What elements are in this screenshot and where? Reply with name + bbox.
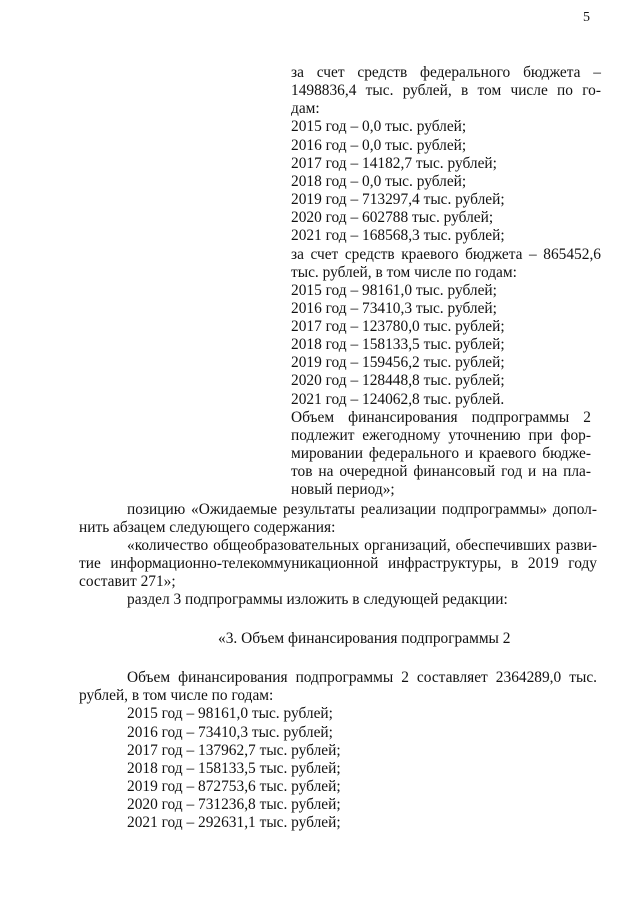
text-line: мировании федерального и краевого бюдже- xyxy=(291,445,591,462)
list-item: 2021 год – 292631,1 тыс. рублей; xyxy=(127,814,341,831)
list-item: 2017 год – 137962,7 тыс. рублей; xyxy=(127,742,341,759)
list-item: 2020 год – 128448,8 тыс. рублей; xyxy=(291,372,505,389)
text-line: за счет средств краевого бюджета – 865452,6 xyxy=(291,246,601,263)
list-item: 2020 год – 731236,8 тыс. рублей; xyxy=(127,796,341,813)
list-item: 2017 год – 14182,7 тыс. рублей; xyxy=(291,155,497,172)
list-item: 2015 год – 0,0 тыс. рублей; xyxy=(291,118,467,135)
text-line: новый период»; xyxy=(291,481,395,498)
text-line: «количество общеобразовательных организаций, обеспечивших разви- xyxy=(127,537,597,554)
text-line: нить абзацем следующего содержания: xyxy=(79,519,336,536)
text-line: 1498836,4 тыс. рублей, в том числе по го- xyxy=(291,82,601,99)
text-line: позицию «Ожидаемые результаты реализации подпрограммы» допол- xyxy=(127,501,597,518)
list-item: 2016 год – 73410,3 тыс. рублей; xyxy=(291,300,497,317)
text-line: тыс. рублей, в том числе по годам: xyxy=(291,264,517,281)
text-line: Объем финансирования подпрограммы 2 xyxy=(291,409,591,426)
list-item: 2018 год – 158133,5 тыс. рублей; xyxy=(127,760,341,777)
list-item: 2019 год – 159456,2 тыс. рублей; xyxy=(291,354,505,371)
page-number: 5 xyxy=(583,10,590,25)
text-line: Объем финансирования подпрограммы 2 составляет 2364289,0 тыс. xyxy=(127,669,597,686)
list-item: 2015 год – 98161,0 тыс. рублей; xyxy=(291,282,497,299)
text-line: тов на очередной финансовый год и на пла- xyxy=(291,463,591,480)
list-item: 2016 год – 0,0 тыс. рублей; xyxy=(291,137,467,154)
list-item: 2021 год – 124062,8 тыс. рублей. xyxy=(291,391,505,408)
text-line: тие информационно-телекоммуникационной инфраструктуры, в 2019 году xyxy=(79,555,597,572)
text-line: дам: xyxy=(291,100,320,117)
list-item: 2018 год – 158133,5 тыс. рублей; xyxy=(291,336,505,353)
section-heading: «3. Объем финансирования подпрограммы 2 xyxy=(218,630,511,647)
text-line: за счет средств федерального бюджета – xyxy=(291,64,601,81)
list-item: 2021 год – 168568,3 тыс. рублей; xyxy=(291,227,505,244)
text-line: составит 271»; xyxy=(79,573,176,590)
text-line: подлежит ежегодному уточнению при фор- xyxy=(291,427,591,444)
list-item: 2016 год – 73410,3 тыс. рублей; xyxy=(127,724,333,741)
list-item: 2018 год – 0,0 тыс. рублей; xyxy=(291,173,467,190)
list-item: 2020 год – 602788 тыс. рублей; xyxy=(291,209,494,226)
list-item: 2015 год – 98161,0 тыс. рублей; xyxy=(127,705,333,722)
list-item: 2017 год – 123780,0 тыс. рублей; xyxy=(291,318,505,335)
list-item: 2019 год – 872753,6 тыс. рублей; xyxy=(127,778,341,795)
list-item: 2019 год – 713297,4 тыс. рублей; xyxy=(291,191,505,208)
paragraph-section3: раздел 3 подпрограммы изложить в следующей редакции: xyxy=(127,591,508,608)
text-line: рублей, в том числе по годам: xyxy=(79,687,274,704)
